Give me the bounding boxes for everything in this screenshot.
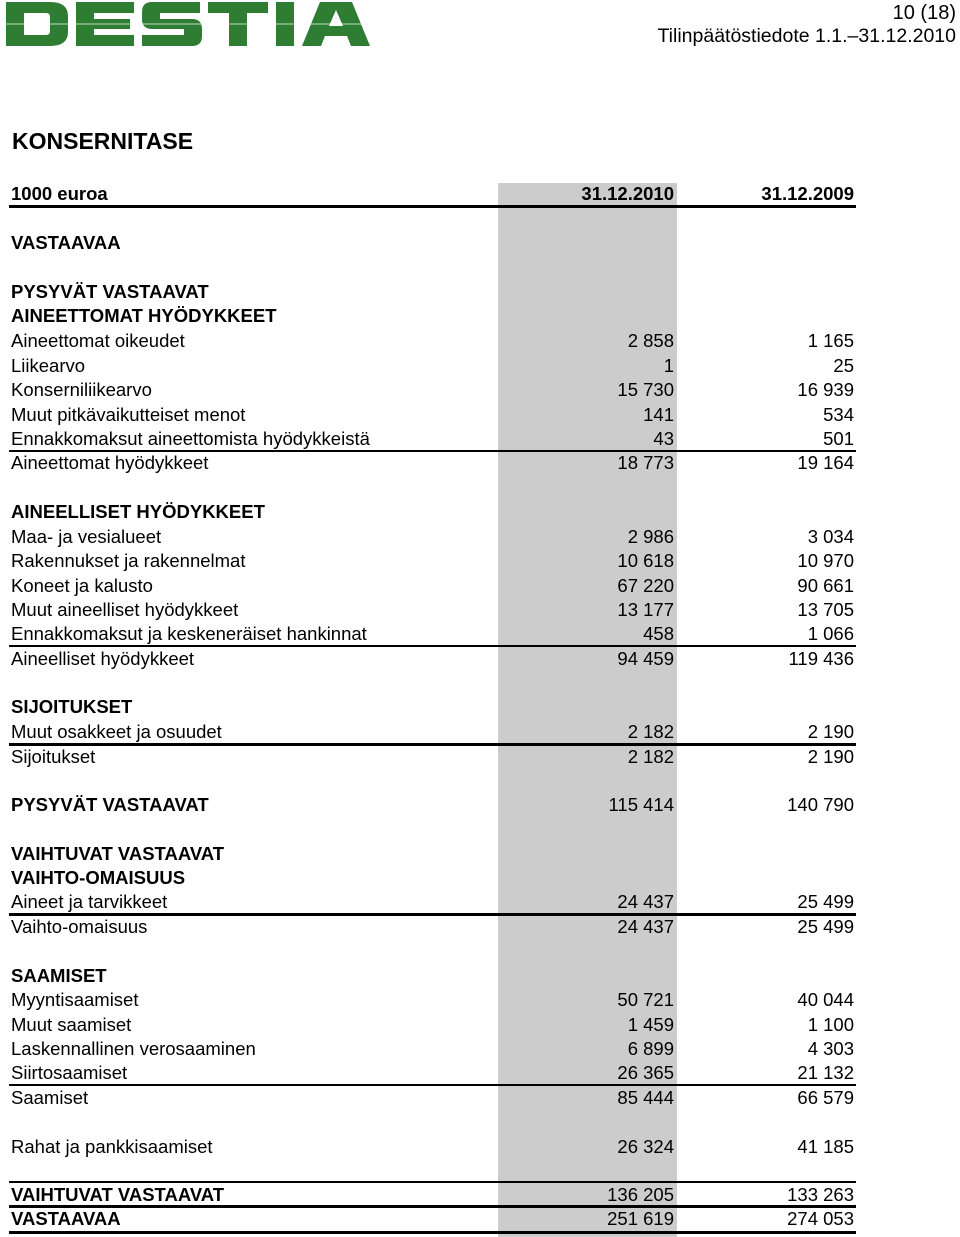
- table-row: [11, 355, 856, 377]
- row-label: Aineelliset hyödykkeet: [11, 648, 195, 669]
- row-label: Ennakkomaksut ja keskeneräiset hankinnat: [11, 623, 367, 644]
- page-heading: KONSERNITASE: [12, 128, 194, 154]
- table-row: [11, 428, 856, 450]
- column-header-2010: 31.12.2010: [581, 183, 674, 204]
- value-2010: 15 730: [617, 379, 674, 400]
- table-row: [11, 232, 856, 254]
- table-row: [11, 1136, 856, 1158]
- table-row: [11, 1062, 856, 1084]
- value-2010: 50 721: [617, 989, 674, 1010]
- table-row: [11, 794, 856, 816]
- table-row: [11, 330, 856, 352]
- value-2009: 3 034: [807, 526, 854, 547]
- table-row: [11, 379, 856, 401]
- value-2010: 115 414: [608, 794, 674, 815]
- value-2009: 1 066: [807, 623, 854, 644]
- row-label: Aineettomat hyödykkeet: [11, 452, 209, 473]
- row-label: Sijoitukset: [11, 746, 96, 767]
- value-2009: 274 053: [787, 1208, 854, 1229]
- value-2010: 2 182: [627, 746, 674, 767]
- value-2009: 21 132: [797, 1062, 854, 1083]
- value-2009: 16 939: [797, 379, 854, 400]
- value-2010: 136 205: [607, 1184, 674, 1205]
- value-2009: 2 190: [807, 721, 854, 742]
- row-label: Muut saamiset: [11, 1014, 132, 1035]
- row-label: AINEELLISET HYÖDYKKEET: [11, 501, 265, 522]
- value-2010: 1 459: [627, 1014, 674, 1035]
- table-row: [11, 721, 856, 743]
- row-label: PYSYVÄT VASTAAVAT: [11, 281, 209, 302]
- row-label: Vaihto-omaisuus: [11, 916, 148, 937]
- value-2010: 10 618: [617, 550, 674, 571]
- header-rule: [9, 205, 856, 208]
- value-2009: 25: [833, 355, 854, 376]
- table-row: [11, 599, 856, 621]
- value-2010: 2 986: [627, 526, 674, 547]
- value-2010: 2 182: [627, 721, 674, 742]
- row-label: Muut pitkävaikutteiset menot: [11, 404, 246, 425]
- value-2010: 2 858: [627, 330, 674, 351]
- value-2010: 85 444: [617, 1087, 674, 1108]
- table-row: [11, 746, 856, 768]
- table-row: [11, 1087, 856, 1109]
- row-label: VAIHTO-OMAISUUS: [11, 867, 186, 888]
- value-2010: 26 324: [617, 1136, 674, 1157]
- table-row: [11, 916, 856, 938]
- report-title: Tilinpäätöstiedote 1.1.–31.12.2010: [657, 25, 956, 47]
- table-row: [11, 1184, 856, 1206]
- row-label: Aineettomat oikeudet: [11, 330, 185, 351]
- row-label: Konserniliikearvo: [11, 379, 152, 400]
- table-row: [11, 696, 856, 718]
- row-label: AINEETTOMAT HYÖDYKKEET: [11, 305, 277, 326]
- table-row: [11, 843, 856, 865]
- row-label: Laskennallinen verosaaminen: [11, 1038, 256, 1059]
- value-2010: 24 437: [617, 891, 674, 912]
- value-2009: 534: [823, 404, 854, 425]
- row-label: VAIHTUVAT VASTAAVAT: [11, 1184, 225, 1205]
- table-row: [11, 550, 856, 572]
- row-label: Siirtosaamiset: [11, 1062, 128, 1083]
- value-2009: 13 705: [797, 599, 854, 620]
- value-2009: 10 970: [797, 550, 854, 571]
- value-2009: 19 164: [797, 452, 854, 473]
- total-rule: [9, 1181, 856, 1183]
- value-2009: 66 579: [797, 1087, 854, 1108]
- page-number: 10 (18): [892, 2, 956, 24]
- value-2010: 1: [663, 355, 674, 376]
- table-row: [11, 526, 856, 548]
- value-2010: 67 220: [617, 575, 674, 596]
- table-row: [11, 404, 856, 426]
- value-2009: 119 436: [788, 648, 854, 669]
- table-row: [11, 305, 856, 327]
- value-2009: 140 790: [787, 794, 854, 815]
- row-label: SAAMISET: [11, 965, 107, 986]
- value-2009: 25 499: [797, 891, 854, 912]
- value-2010: 94 459: [617, 648, 674, 669]
- row-label: Saamiset: [11, 1087, 89, 1108]
- value-2009: 501: [823, 428, 854, 449]
- row-label: Koneet ja kalusto: [11, 575, 153, 596]
- value-2010: 18 773: [617, 452, 674, 473]
- table-row: [11, 452, 856, 474]
- value-2009: 1 100: [807, 1014, 854, 1035]
- table-row: [11, 1038, 856, 1060]
- value-2009: 25 499: [797, 916, 854, 937]
- value-2010: 6 899: [627, 1038, 674, 1059]
- row-label: SIJOITUKSET: [11, 696, 133, 717]
- table-row: [11, 965, 856, 987]
- value-2010: 26 365: [617, 1062, 674, 1083]
- row-label: Ennakkomaksut aineettomista hyödykkeistä: [11, 428, 370, 449]
- value-2009: 90 661: [797, 575, 854, 596]
- table-row: [11, 989, 856, 1011]
- value-2010: 141: [643, 404, 674, 425]
- value-2009: 41 185: [797, 1136, 854, 1157]
- table-row: [11, 281, 856, 303]
- row-label: Aineet ja tarvikkeet: [11, 891, 168, 912]
- row-label: Muut aineelliset hyödykkeet: [11, 599, 239, 620]
- value-2009: 4 303: [807, 1038, 854, 1059]
- column-header-row: [11, 183, 856, 205]
- table-row: [11, 891, 856, 913]
- table-row: [11, 867, 856, 889]
- value-2010: 24 437: [617, 916, 674, 937]
- column-header-2009: 31.12.2009: [761, 183, 854, 204]
- destia-logo: [6, 2, 370, 46]
- row-label: Liikearvo: [11, 355, 86, 376]
- table-row: [11, 648, 856, 670]
- subtotal-rule: [9, 645, 856, 647]
- value-2009: 40 044: [797, 989, 854, 1010]
- row-label: VASTAAVAA: [11, 232, 121, 253]
- table-row: [11, 501, 856, 523]
- row-label: Rahat ja pankkisaamiset: [11, 1136, 213, 1157]
- value-2009: 1 165: [807, 330, 854, 351]
- value-2009: 133 263: [787, 1184, 854, 1205]
- table-row: [11, 1208, 856, 1230]
- row-label: VAIHTUVAT VASTAAVAT: [11, 843, 225, 864]
- table-row: [11, 575, 856, 597]
- unit-label: 1000 euroa: [11, 183, 108, 204]
- value-2009: 2 190: [807, 746, 854, 767]
- value-2010: 458: [643, 623, 674, 644]
- table-row: [11, 623, 856, 645]
- value-2010: 251 619: [607, 1208, 674, 1229]
- value-2010: 13 177: [617, 599, 674, 620]
- subtotal-rule: [9, 1084, 856, 1086]
- row-label: VASTAAVAA: [11, 1208, 121, 1229]
- row-label: Muut osakkeet ja osuudet: [11, 721, 222, 742]
- row-label: PYSYVÄT VASTAAVAT: [11, 794, 209, 815]
- row-label: Maa- ja vesialueet: [11, 526, 162, 547]
- table-row: [11, 1014, 856, 1036]
- total-rule: [9, 1231, 856, 1234]
- row-label: Myyntisaamiset: [11, 989, 139, 1010]
- value-2010: 43: [653, 428, 674, 449]
- row-label: Rakennukset ja rakennelmat: [11, 550, 246, 571]
